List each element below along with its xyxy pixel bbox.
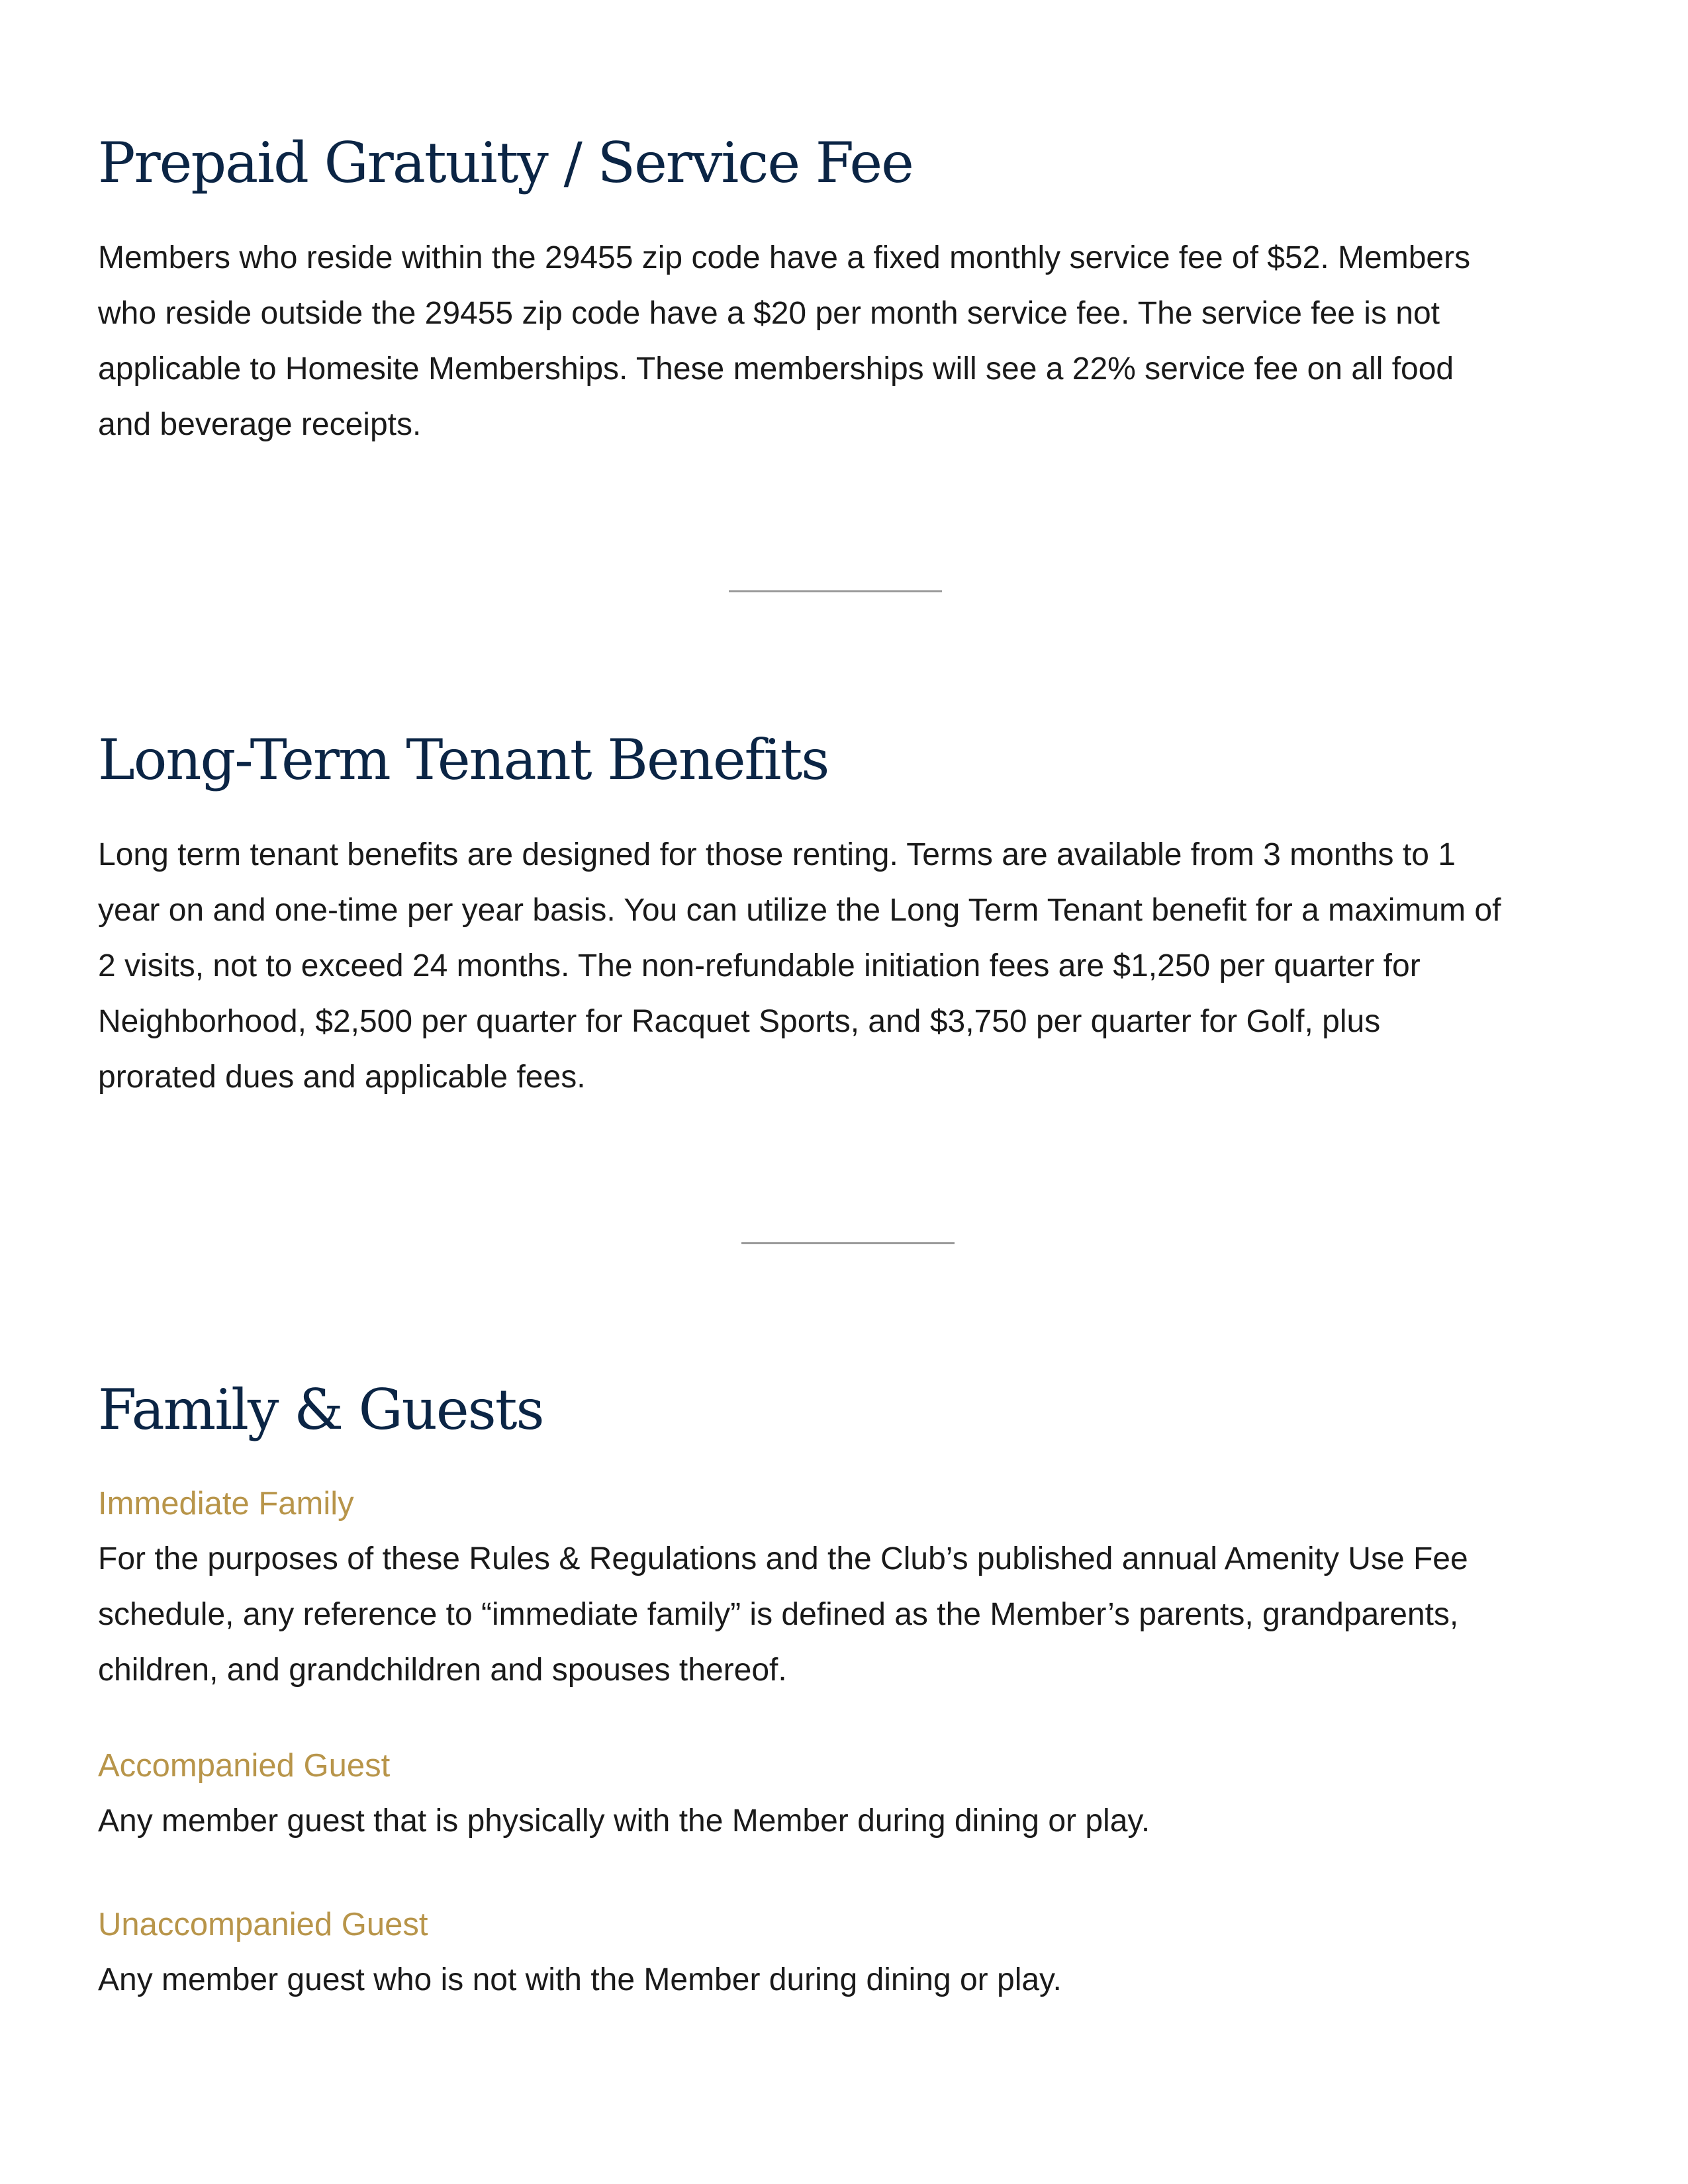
section-paragraph: Members who reside within the 29455 zip code have a fixed monthly service fee of $52. Members who reside outside the 29455 zip code have a $20 per month service fee. The service fee is not applicable to Homesite Memberships. These memberships will see a 22% service fee on all food and beverage receipts. (98, 240, 1471, 442)
definition-label: Accompanied Guest (98, 1748, 391, 1784)
section-heading: Long-Term Tenant Benefits (98, 727, 829, 792)
section-heading: Family & Guests (98, 1377, 543, 1442)
definition-accompanied-guest (98, 1738, 1501, 1849)
section-divider (741, 1242, 955, 1244)
section-long-term-tenant (98, 727, 1501, 1095)
section-family-guests (98, 1377, 1501, 1997)
section-heading: Prepaid Gratuity / Service Fee (98, 130, 913, 195)
definition-text: Any member guest who is not with the Member during dining or play. (98, 1962, 1062, 1997)
definition-label: Immediate Family (98, 1486, 354, 1522)
definition-text: Any member guest that is physically with the Member during dining or play. (98, 1803, 1150, 1839)
definition-unaccompanied-guest (98, 1897, 1501, 2008)
section-paragraph: Long term tenant benefits are designed for those renting. Terms are available from 3 months to 1 year on and one-time per year basis. You can utilize the Long Term Tenant benefit for a maximum of 2 visits, not to exceed 24 months. The non-refundable initiation fees are $1,250 per quarter for Neighborhood, $2,500 per quarter for Racquet Sports, and $3,750 per quarter for Golf, plus prorated dues and applicable fees. (98, 837, 1501, 1095)
section-divider (729, 590, 942, 592)
definition-immediate-family (98, 1476, 1501, 1698)
section-prepaid-gratuity (98, 130, 1501, 442)
definition-label: Unaccompanied Guest (98, 1907, 428, 1942)
definition-text: For the purposes of these Rules & Regulations and the Club’s published annual Amenity Use Fee schedule, any reference to “immediate family” is defined as the Member’s parents, grandparents, children, and grandchildren and spouses thereof. (98, 1541, 1468, 1688)
